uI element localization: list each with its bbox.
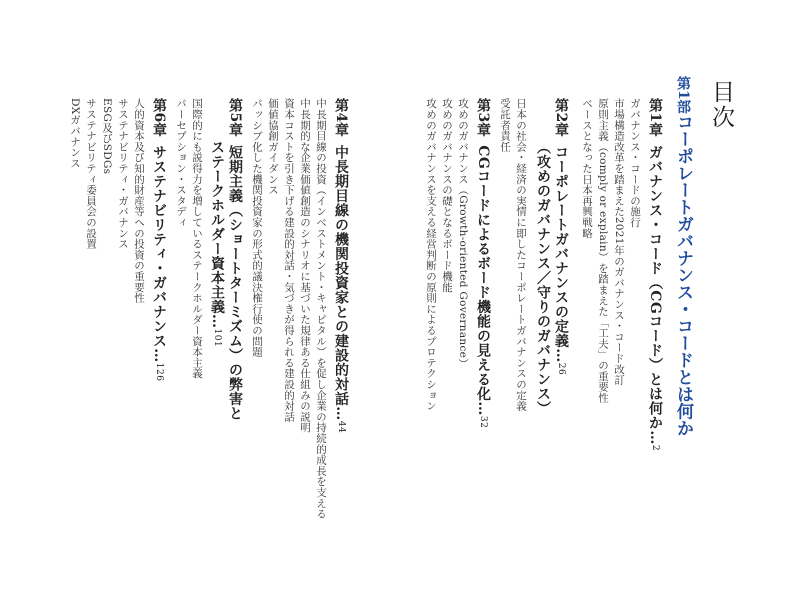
chapter-2-subtitle: （攻めのガバナンス／守りのガバナンス） (535, 140, 551, 416)
chapter-number: 第5章 (227, 98, 243, 138)
chapter-5-heading-line2: ステークホルダー資本主義…101 (209, 140, 225, 348)
chapter-6-heading[interactable]: 第6章サステナビリティ・ガバナンス…126 (151, 98, 167, 382)
section-item[interactable]: 攻めのガバナンス（Growth-oriented Governance） (457, 98, 469, 369)
section-item[interactable]: 中長期目線の投資（インベストメント・キャピタル）を促し企業の持続的成長を支える (315, 98, 327, 520)
chapter-page: 101 (212, 328, 222, 348)
part-heading (672, 76, 694, 546)
chapter-page: 44 (336, 420, 346, 434)
section-item[interactable]: ESG及びSDGs (101, 98, 113, 175)
section-item[interactable]: ガバナンス・コードの施行 (629, 98, 641, 228)
toc-title: 目次 (708, 80, 734, 130)
section-item[interactable]: 資本コストを引き下げる建設的対話・気づきが得られる建設的対話 (283, 98, 295, 422)
chapter-4-heading[interactable]: 第4章中長期目線の機関投資家との建設的対話…44 (333, 98, 349, 434)
chapter-page: 26 (556, 362, 566, 376)
chapter-title: コーポレートガバナンスの定義 (553, 145, 569, 349)
chapter-title: ガバナンス・コード（CGコード）とは何か (647, 145, 663, 431)
chapter-5-heading[interactable] (226, 98, 244, 568)
section-item[interactable]: 原則主義（comply or explain）を踏まえた「工夫」の重要性 (597, 98, 609, 404)
part-label: 第1部 (675, 76, 691, 114)
section-item[interactable]: 攻めのガバナンスの礎となるボード機能 (441, 98, 453, 293)
chapter-title: CGコードによるボード機能の見える化 (475, 145, 491, 402)
section-item[interactable]: パーセプション・スタディ (175, 98, 187, 228)
section-item[interactable]: 国際的にも説得力を増しているステークホルダー資本主義 (191, 98, 203, 379)
chapter-number: 第2章 (553, 98, 569, 138)
section-item[interactable]: 日本の社会・経済の実情に即したコーポレートガバナンスの定義 (515, 98, 527, 412)
section-item[interactable]: 市場構造改革を踏まえた2021年のガバナンス・コード改訂 (613, 98, 625, 386)
chapter-title: 中長期目線の機関投資家との建設的対話 (333, 145, 349, 407)
section-item[interactable]: サステナビリティ委員会の設置 (85, 98, 97, 250)
section-item[interactable]: DXガバナンス (69, 98, 81, 169)
section-item[interactable]: ベースとなった日本再興戦略 (581, 98, 593, 239)
section-item[interactable]: サステナビリティ・ガバナンス (117, 98, 129, 250)
section-item[interactable]: 受託者責任 (499, 98, 511, 152)
chapter-page: 2 (650, 444, 660, 452)
chapter-page: 32 (478, 415, 488, 429)
chapter-title: サステナビリティ・ガバナンス (151, 145, 167, 349)
chapter-1-heading[interactable]: 第1章ガバナンス・コード（CGコード）とは何か…2 (647, 98, 663, 452)
chapter-subtitle: ステークホルダー資本主義 (209, 140, 225, 314)
section-item[interactable]: パッシブ化した機関投資家の形式的議決権行使の問題 (251, 98, 263, 358)
chapter-number: 第3章 (475, 98, 491, 138)
section-item[interactable]: 中長期的な企業価値創造のシナリオに基づいた規律ある仕組みの説明 (299, 98, 311, 433)
chapter-number: 第1章 (647, 98, 663, 138)
section-item[interactable]: 攻めのガバナンスを支える経営判断の原則によるプロテクション (425, 98, 437, 412)
chapter-number: 第6章 (151, 98, 167, 138)
section-item[interactable]: 人的資本及び知的財産等への投資の重要性 (133, 98, 145, 304)
chapter-number: 第4章 (333, 98, 349, 138)
chapter-page: 126 (154, 362, 164, 382)
section-item[interactable]: 価値協創ガイダンス (267, 98, 279, 196)
part-title: コーポレートガバナンス・コードとは何か (673, 113, 693, 437)
chapter-title: 短期主義（ショートターミズム）の弊害と (227, 145, 243, 421)
chapter-2-heading[interactable]: 第2章コーポレートガバナンスの定義…26 (553, 98, 569, 376)
chapter-3-heading[interactable]: 第3章CGコードによるボード機能の見える化…32 (475, 98, 491, 429)
